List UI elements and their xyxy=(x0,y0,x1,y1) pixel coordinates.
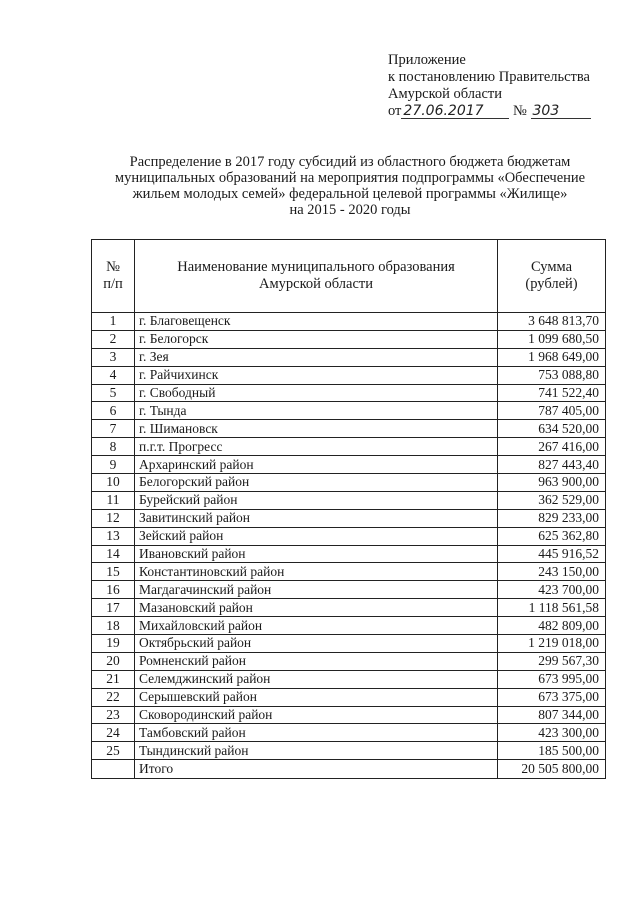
subsidy-amount: 1 968 649,00 xyxy=(498,348,606,366)
header-municipality xyxy=(135,240,498,313)
number-prefix: № xyxy=(513,103,527,119)
municipality-name: Тамбовский район xyxy=(135,724,498,742)
subsidy-amount: 807 344,00 xyxy=(498,706,606,724)
total-label: Итого xyxy=(135,760,498,779)
appendix-block xyxy=(388,52,591,120)
municipality-name: г. Свободный xyxy=(135,384,498,402)
row-number: 17 xyxy=(92,599,135,617)
subsidy-amount: 634 520,00 xyxy=(498,420,606,438)
table-row xyxy=(92,724,606,742)
table-row xyxy=(92,670,606,688)
row-number: 1 xyxy=(92,313,135,331)
municipality-name: Октябрьский район xyxy=(135,635,498,653)
table-row xyxy=(92,688,606,706)
subsidy-amount: 625 362,80 xyxy=(498,527,606,545)
table-row xyxy=(92,402,606,420)
appendix-resolution-line: к постановлению Правительства xyxy=(388,69,590,85)
municipality-name: Серышевский район xyxy=(135,688,498,706)
header-number-line2: п/п xyxy=(103,276,123,292)
header-number xyxy=(92,240,135,313)
subsidy-amount: 673 375,00 xyxy=(498,688,606,706)
subsidy-amount: 423 300,00 xyxy=(498,724,606,742)
row-number: 24 xyxy=(92,724,135,742)
subsidy-amount: 3 648 813,70 xyxy=(498,313,606,331)
row-number: 5 xyxy=(92,384,135,402)
municipality-name: п.г.т. Прогресс xyxy=(135,438,498,456)
row-number: 11 xyxy=(92,491,135,509)
subsidy-amount: 829 233,00 xyxy=(498,509,606,527)
row-number: 9 xyxy=(92,456,135,474)
table-row xyxy=(92,491,606,509)
table-header-row xyxy=(92,240,606,313)
title-line-3: жильем молодых семей» федеральной целевой программы «Жилище» xyxy=(132,186,568,202)
row-number: 12 xyxy=(92,509,135,527)
subsidy-amount: 963 900,00 xyxy=(498,474,606,492)
municipality-name: Ромненский район xyxy=(135,652,498,670)
subsidy-amount: 243 150,00 xyxy=(498,563,606,581)
header-municipality-line1: Наименование муниципального образования xyxy=(177,259,455,275)
table-row xyxy=(92,313,606,331)
table-row xyxy=(92,438,606,456)
total-sum: 20 505 800,00 xyxy=(498,760,606,779)
subsidy-amount: 482 809,00 xyxy=(498,617,606,635)
table-body xyxy=(92,313,606,779)
row-number: 20 xyxy=(92,652,135,670)
municipality-name: г. Благовещенск xyxy=(135,313,498,331)
table-row xyxy=(92,474,606,492)
table-row xyxy=(92,581,606,599)
subsidy-amount: 1 099 680,50 xyxy=(498,330,606,348)
row-number: 7 xyxy=(92,420,135,438)
appendix-date-line xyxy=(388,103,591,120)
appendix-region-line: Амурской области xyxy=(388,86,502,102)
table-row xyxy=(92,348,606,366)
row-number: 21 xyxy=(92,670,135,688)
municipality-name: г. Шимановск xyxy=(135,420,498,438)
row-number: 10 xyxy=(92,474,135,492)
table-row xyxy=(92,545,606,563)
header-municipality-line2: Амурской области xyxy=(259,276,373,292)
subsidy-amount: 741 522,40 xyxy=(498,384,606,402)
municipality-name: Михайловский район xyxy=(135,617,498,635)
subsidy-amount: 1 118 561,58 xyxy=(498,599,606,617)
header-sum-line1: Сумма xyxy=(530,259,573,275)
municipality-name: Тындинский район xyxy=(135,742,498,760)
subsidy-amount: 445 916,52 xyxy=(498,545,606,563)
municipality-name: Бурейский район xyxy=(135,491,498,509)
table-row xyxy=(92,384,606,402)
subsidy-table xyxy=(91,239,606,779)
table-row xyxy=(92,420,606,438)
table-row xyxy=(92,617,606,635)
row-number: 13 xyxy=(92,527,135,545)
table-row xyxy=(92,330,606,348)
table-row xyxy=(92,599,606,617)
subsidy-amount: 673 995,00 xyxy=(498,670,606,688)
header-sum-line2: (рублей) xyxy=(525,276,578,292)
municipality-name: г. Райчихинск xyxy=(135,366,498,384)
subsidy-amount: 753 088,80 xyxy=(498,366,606,384)
handwritten-number: 303 xyxy=(531,104,591,119)
row-number: 8 xyxy=(92,438,135,456)
row-number: 18 xyxy=(92,617,135,635)
municipality-name: Мазановский район xyxy=(135,599,498,617)
subsidy-amount: 787 405,00 xyxy=(498,402,606,420)
row-number: 22 xyxy=(92,688,135,706)
municipality-name: Сковородинский район xyxy=(135,706,498,724)
subsidy-amount: 827 443,40 xyxy=(498,456,606,474)
title-line-4: на 2015 - 2020 годы xyxy=(289,202,411,218)
municipality-name: Зейский район xyxy=(135,527,498,545)
table-row xyxy=(92,635,606,653)
subsidy-amount: 185 500,00 xyxy=(498,742,606,760)
row-number: 2 xyxy=(92,330,135,348)
table-row xyxy=(92,706,606,724)
row-number: 4 xyxy=(92,366,135,384)
table-row xyxy=(92,527,606,545)
row-number: 23 xyxy=(92,706,135,724)
municipality-name: Белогорский район xyxy=(135,474,498,492)
subsidy-amount: 362 529,00 xyxy=(498,491,606,509)
appendix-label: Приложение xyxy=(388,52,466,68)
municipality-name: Архаринский район xyxy=(135,456,498,474)
date-prefix: от xyxy=(388,103,402,119)
total-number-cell xyxy=(92,760,135,779)
municipality-name: Магдагачинский район xyxy=(135,581,498,599)
subsidy-amount: 267 416,00 xyxy=(498,438,606,456)
row-number: 3 xyxy=(92,348,135,366)
table-row xyxy=(92,456,606,474)
municipality-name: Константиновский район xyxy=(135,563,498,581)
row-number: 16 xyxy=(92,581,135,599)
row-number: 14 xyxy=(92,545,135,563)
table-row xyxy=(92,366,606,384)
row-number: 15 xyxy=(92,563,135,581)
row-number: 19 xyxy=(92,635,135,653)
document-title xyxy=(60,154,640,218)
subsidy-amount: 1 219 018,00 xyxy=(498,635,606,653)
municipality-name: Ивановский район xyxy=(135,545,498,563)
header-number-line1: № xyxy=(106,259,120,275)
total-row xyxy=(92,760,606,779)
title-line-2: муниципальных образований на мероприятия подпрограммы «Обеспечение xyxy=(114,170,586,186)
table-row xyxy=(92,742,606,760)
table-row xyxy=(92,509,606,527)
header-sum xyxy=(498,240,606,313)
municipality-name: г. Белогорск xyxy=(135,330,498,348)
row-number: 6 xyxy=(92,402,135,420)
title-line-1: Распределение в 2017 году субсидий из областного бюджета бюджетам xyxy=(129,154,571,170)
municipality-name: г. Зея xyxy=(135,348,498,366)
subsidy-amount: 423 700,00 xyxy=(498,581,606,599)
row-number: 25 xyxy=(92,742,135,760)
municipality-name: г. Тында xyxy=(135,402,498,420)
municipality-name: Завитинский район xyxy=(135,509,498,527)
subsidy-amount: 299 567,30 xyxy=(498,652,606,670)
table-row xyxy=(92,563,606,581)
handwritten-date: 27.06.2017 xyxy=(401,104,509,119)
table-row xyxy=(92,652,606,670)
municipality-name: Селемджинский район xyxy=(135,670,498,688)
